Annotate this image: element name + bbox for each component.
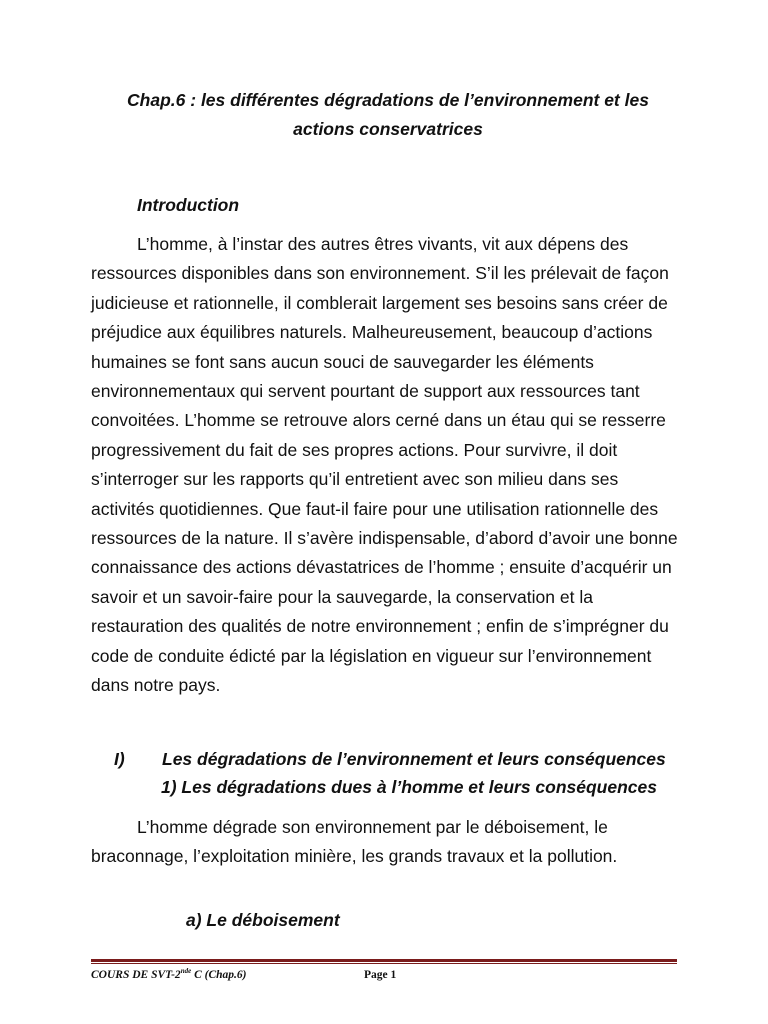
section-1-1-paragraph: L’homme dégrade son environnement par le déboisement, le braconnage, l’exploitation minière, les grands travaux et la pollution. [91, 817, 618, 867]
footer-page-number: Page 1 [364, 969, 397, 981]
footer-course-superscript: nde [180, 967, 192, 976]
chapter-title: Chap.6 : les différentes dégradations de l’environnement et les actions conservatrices [127, 90, 649, 139]
section-1-number: I) [114, 749, 125, 769]
footer-course-label [91, 967, 246, 983]
footer-rule-thin [91, 963, 677, 964]
footer-rule [91, 959, 677, 962]
section-1-1-a-title: a) Le déboisement [186, 910, 340, 930]
footer-course-prefix: COURS DE SVT-2 [91, 969, 181, 981]
footer-course-suffix: C (Chap.6) [191, 969, 247, 981]
introduction-heading: Introduction [137, 195, 240, 215]
section-1-title: Les dégradations de l’environnement et leurs conséquences [162, 749, 666, 769]
introduction-paragraph: L’homme, à l’instar des autres êtres vivants, vit aux dépens des ressources disponibles dans son environnement. S’il les prélevait de façon judicieuse et rationnelle, il comblerait largement ses besoins sans créer de préjudice aux équilibres naturels. Malheureusement, beaucoup d’actions humaines se font sans aucun souci de sauvegarder les éléments environnementaux qui servent pourtant de support aux ressources tant convoitées. L’homme se retrouve alors cerné dans un étau qui se resserre progressivement du fait de ses propres actions. Pour survivre, il doit s’interroger sur les rapports qu’il entretient avec son milieu dans ses activités quotidiennes. Que faut-il faire pour une utilisation rationnelle des ressources de la nature. Il s’avère indispensable, d’abord d’avoir une bonne connaissance des actions dévastatrices de l’homme ; ensuite d’acquérir un savoir et un savoir-faire pour la sauvegarde, la conservation et la restauration des qualités de notre environnement ; enfin de s’imprégner du code de conduite édicté par la législation en vigueur sur l’environnement dans notre pays. [91, 234, 678, 696]
section-1-1-title: 1) Les dégradations dues à l’homme et leurs conséquences [161, 777, 657, 797]
